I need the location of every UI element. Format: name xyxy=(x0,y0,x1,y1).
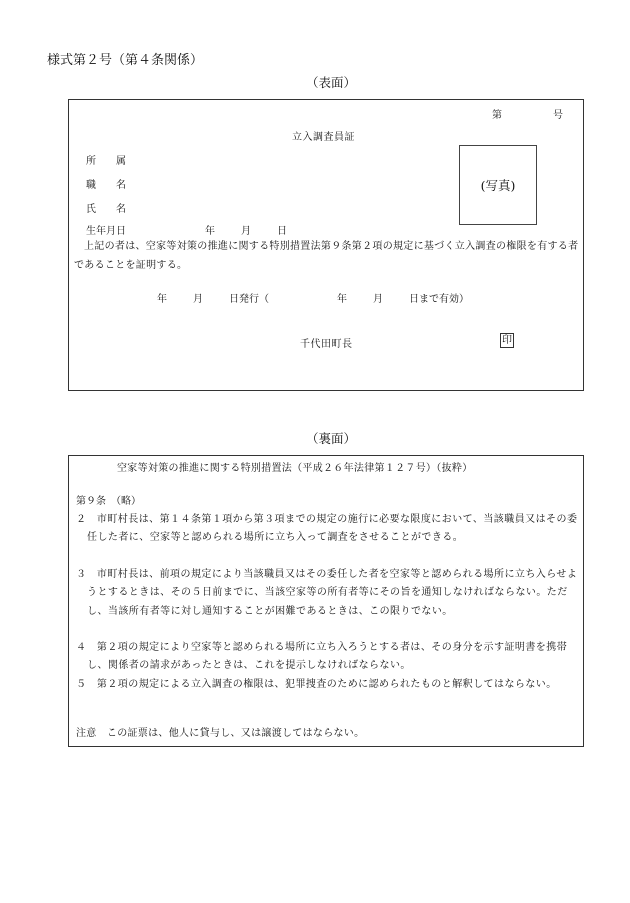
law-item: ５ 第２項の規定による立入調査の権限は、犯罪捜査のために認められたものと解釈してはならない。 xyxy=(76,679,557,690)
issue-date-text: 日発行（ xyxy=(229,294,269,305)
certificate-number-label: 第 xyxy=(492,110,502,121)
law-item: ３ 市町村長は、前項の規定により当該職員又はその委任した者を空家等と認められる場所に立ち入らせようとするときは、その５日前までに、当該空家等の所有者等にその旨を通知しなければならない。ただし、当該所有者等に対し通知することが困難であるときは、この限りでない。 xyxy=(76,569,578,617)
dob-label: 生年月日 xyxy=(86,226,126,237)
seal-mark: 印 xyxy=(502,335,512,346)
law-title: 空家等対策の推進に関する特別措置法（平成２６年法律第１２７号）（抜粋） xyxy=(117,463,473,474)
front-section-title: （表面） xyxy=(306,75,357,90)
dob-day: 日 xyxy=(277,226,287,237)
issuer-name: 千代田町長 xyxy=(300,339,353,350)
law-item: ２ 市町村長は、第１４条第１項から第３項までの規定の施行に必要な限度において、当該職員又はその委任した者に、空家等と認められる場所に立ち入って調査をさせることができる。 xyxy=(76,514,578,544)
issue-month: 月 xyxy=(193,294,203,305)
valid-until-text: 日まで有効） xyxy=(409,294,469,305)
back-section-title: （裏面） xyxy=(306,431,357,446)
dob-month: 月 xyxy=(241,226,251,237)
name-label: 氏 名 xyxy=(86,204,126,215)
article-heading: 第９条 （略） xyxy=(76,496,141,507)
law-item: ４ 第２項の規定により空家等と認められる場所に立ち入ろうとする者は、その身分を示す証明書を携帯し、関係者の請求があったときは、これを提示しなければならない。 xyxy=(76,642,568,672)
card-title: 立入調査員証 xyxy=(292,132,355,143)
position-label: 職 名 xyxy=(86,180,126,191)
form-number-title: 様式第２号（第４条関係） xyxy=(47,53,204,68)
valid-year: 年 xyxy=(337,294,347,305)
usage-note: 注意 この証票は、他人に貸与し、又は譲渡してはならない。 xyxy=(76,728,365,739)
photo-placeholder xyxy=(459,145,537,225)
affiliation-label: 所 属 xyxy=(86,156,126,167)
valid-month: 月 xyxy=(373,294,383,305)
dob-year: 年 xyxy=(205,226,215,237)
photo-label: (写真) xyxy=(480,178,516,193)
certification-text: 上記の者は、空家等対策の推進に関する特別措置法第９条第２項の規定に基づく立入調査の権限を有する者であることを証明する。 xyxy=(74,241,579,271)
issue-year: 年 xyxy=(157,294,167,305)
certificate-number-suffix: 号 xyxy=(553,110,563,121)
